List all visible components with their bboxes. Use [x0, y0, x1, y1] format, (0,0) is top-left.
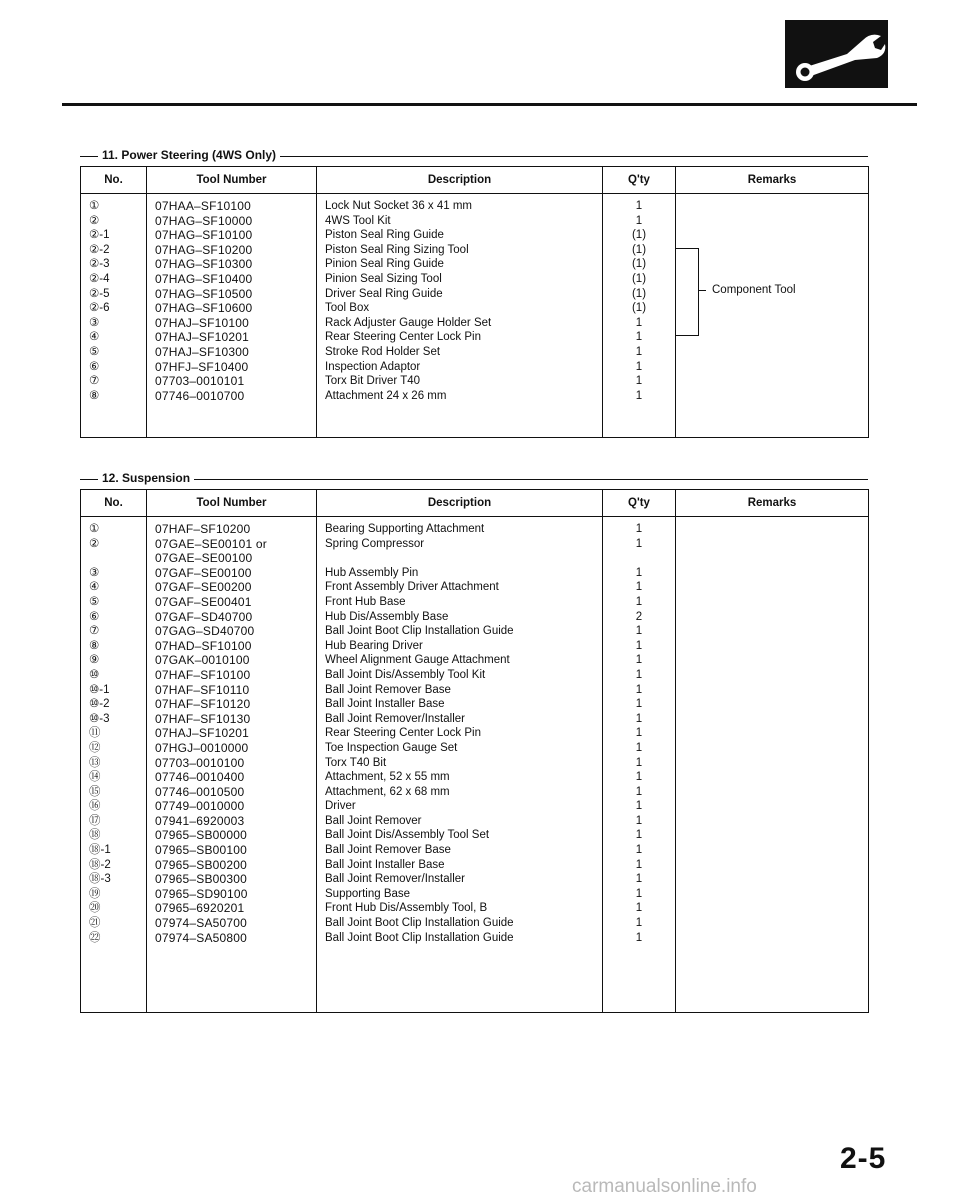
- table-cell-qty: (1): [631, 272, 647, 285]
- table-cell-no: ④: [89, 331, 100, 344]
- power-steering-tool-table: [80, 166, 869, 438]
- component-tool-remark: [676, 194, 868, 437]
- table-header-row: [81, 490, 869, 517]
- table-cell-no: ⑯: [89, 800, 101, 813]
- wrench-icon: [785, 20, 888, 88]
- header-no: No.: [81, 490, 147, 517]
- table-cell-qty: 1: [635, 829, 643, 842]
- table-cell-tool: 07HAJ–SF10201: [155, 726, 249, 741]
- table-cell-tool: 07HAG–SF10600: [155, 301, 253, 316]
- table-cell-qty: 1: [635, 523, 643, 535]
- remark-label: Component Tool: [712, 284, 796, 296]
- table-cell-tool: 07965–SD90100: [155, 886, 248, 901]
- table-cell-tool: 07965–SB00300: [155, 872, 248, 887]
- table-cell-qty: 1: [635, 200, 643, 212]
- section-title: 11. Power Steering (4WS Only): [98, 148, 280, 162]
- table-cell-tool: 07965–6920201: [155, 901, 245, 916]
- table-cell-tool: 07HAG–SF10500: [155, 286, 253, 301]
- table-cell-no: ①: [89, 523, 100, 535]
- table-cell-no: ⑤: [89, 345, 100, 358]
- table-cell-desc: [325, 551, 602, 566]
- table-cell-qty: 1: [635, 873, 643, 886]
- table-header-row: [81, 167, 869, 194]
- table-cell-no: ⑱: [89, 829, 101, 842]
- header-description: Description: [317, 167, 603, 194]
- table-cell-no: ⑭: [89, 771, 101, 784]
- table-cell-desc: Piston Seal Ring Guide: [325, 229, 444, 242]
- table-cell-desc: Lock Nut Socket 36 x 41 mm: [325, 200, 473, 212]
- table-cell-desc: Rear Steering Center Lock Pin: [325, 331, 481, 344]
- qty-column: [603, 194, 676, 438]
- table-cell-tool: 07HGJ–0010000: [155, 740, 249, 755]
- table-cell-qty: 1: [635, 639, 643, 652]
- table-cell-no: ②-5: [89, 287, 110, 300]
- table-cell-no: ②-4: [89, 272, 110, 285]
- table-cell-qty: 1: [635, 375, 643, 388]
- table-cell-qty: 1: [635, 214, 643, 227]
- header-qty: Q'ty: [603, 490, 676, 517]
- table-cell-tool: 07GAE–SE00100: [155, 551, 253, 566]
- table-cell-tool: 07965–SB00200: [155, 857, 248, 872]
- table-cell-qty: 1: [635, 581, 643, 594]
- table-cell-qty: 1: [635, 625, 643, 638]
- page-number: 2-5: [840, 1142, 887, 1175]
- table-cell-desc: Pinion Seal Ring Guide: [325, 258, 444, 271]
- table-cell-tool: 07974–SA50700: [155, 916, 248, 931]
- table-cell-tool: 07HAG–SF10000: [155, 213, 253, 228]
- table-cell-desc: Attachment 24 x 26 mm: [325, 389, 447, 402]
- description-column: [317, 194, 603, 438]
- table-cell-tool: 07GAG–SD40700: [155, 624, 255, 639]
- table-cell-qty: 1: [635, 668, 643, 681]
- table-cell-tool: 07GAF–SE00401: [155, 594, 252, 609]
- table-cell-desc: Attachment, 52 x 55 mm: [325, 771, 450, 784]
- section-title: 12. Suspension: [98, 471, 194, 485]
- table-cell-no: ②-3: [89, 258, 110, 271]
- table-cell-desc: Ball Joint Installer Base: [325, 698, 445, 711]
- table-cell-no: ㉒: [89, 931, 101, 944]
- table-cell-no: ②-1: [89, 229, 110, 242]
- table-cell-no: ⑰: [89, 814, 101, 827]
- table-cell-desc: Supporting Base: [325, 887, 411, 900]
- header-tool-number: Tool Number: [147, 167, 317, 194]
- remarks-column: [676, 194, 869, 438]
- table-cell-qty: 2: [635, 610, 643, 623]
- table-cell-no: ⑥: [89, 610, 100, 623]
- table-cell-no: ②-2: [89, 243, 110, 256]
- table-cell-desc: Ball Joint Remover Base: [325, 683, 451, 696]
- table-cell-qty: 1: [635, 858, 643, 871]
- table-cell-qty: 1: [635, 345, 643, 358]
- header-no: No.: [81, 167, 147, 194]
- table-cell-desc: Ball Joint Remover/Installer: [325, 712, 465, 725]
- table-cell-desc: Bearing Supporting Attachment: [325, 523, 485, 535]
- table-cell-desc: Hub Dis/Assembly Base: [325, 610, 449, 623]
- header-qty: Q'ty: [603, 167, 676, 194]
- table-cell-no: ⑤: [89, 595, 100, 608]
- table-cell-tool: 07746–0010400: [155, 770, 245, 785]
- table-cell-tool: 07HAF–SF10130: [155, 711, 251, 726]
- table-cell-no: ②-6: [89, 302, 110, 315]
- table-cell-tool: 07HAJ–SF10201: [155, 330, 249, 345]
- component-tool-bracket: [676, 248, 699, 336]
- table-cell-no: [89, 551, 146, 566]
- table-cell-desc: Driver Seal Ring Guide: [325, 287, 443, 300]
- table-cell-desc: Ball Joint Boot Clip Installation Guide: [325, 625, 514, 638]
- table-cell-desc: Attachment, 62 x 68 mm: [325, 785, 450, 798]
- header-description: Description: [317, 490, 603, 517]
- table-cell-no: ㉑: [89, 917, 101, 930]
- table-cell-no: ⑲: [89, 887, 101, 900]
- table-cell-qty: (1): [631, 302, 647, 315]
- table-cell-qty: (1): [631, 229, 647, 242]
- table-body: [81, 517, 869, 1013]
- table-cell-tool: 07703–0010101: [155, 374, 245, 389]
- table-cell-no: ⑪: [89, 727, 101, 740]
- table-cell-tool: 07HAG–SF10400: [155, 271, 253, 286]
- table-cell-tool: 07GAF–SE00200: [155, 580, 252, 595]
- table-cell-qty: 1: [635, 741, 643, 754]
- table-cell-qty: 1: [635, 756, 643, 769]
- table-cell-desc: Ball Joint Dis/Assembly Tool Set: [325, 829, 490, 842]
- section-title-rule: [80, 479, 868, 480]
- table-cell-tool: 07974–SA50800: [155, 930, 248, 945]
- table-cell-no: ⑦: [89, 625, 100, 638]
- table-cell-no: ⑩: [89, 668, 100, 681]
- table-cell-desc: Spring Compressor: [325, 537, 425, 550]
- table-cell-qty: 1: [635, 902, 643, 915]
- table-cell-qty: 1: [635, 316, 643, 329]
- table-cell-tool: 07HAG–SF10100: [155, 228, 253, 243]
- table-cell-no: ③: [89, 566, 100, 579]
- table-cell-tool: 07749–0010000: [155, 799, 245, 814]
- table-cell-no: ⑨: [89, 654, 100, 667]
- table-cell-qty: (1): [631, 243, 647, 256]
- table-cell-desc: Hub Assembly Pin: [325, 566, 419, 579]
- table-cell-tool: 07HAF–SF10200: [155, 522, 251, 536]
- table-cell-desc: Driver: [325, 800, 356, 813]
- table-cell-qty: 1: [635, 800, 643, 813]
- table-cell-qty: [603, 551, 675, 566]
- table-cell-desc: Front Hub Base: [325, 595, 406, 608]
- table-cell-tool: 07GAF–SE00100: [155, 565, 252, 580]
- table-cell-qty: 1: [635, 654, 643, 667]
- header-rule: [62, 103, 917, 106]
- table-cell-desc: Toe Inspection Gauge Set: [325, 741, 458, 754]
- table-cell-no: ⑥: [89, 360, 100, 373]
- table-cell-desc: Tool Box: [325, 302, 370, 315]
- table-cell-tool: 07746–0010500: [155, 784, 245, 799]
- table-cell-tool: 07965–SB00100: [155, 843, 248, 858]
- table-cell-tool: 07HAF–SF10100: [155, 667, 251, 682]
- header-tool-number: Tool Number: [147, 490, 317, 517]
- table-cell-no: ⑬: [89, 756, 101, 769]
- table-cell-desc: Ball Joint Boot Clip Installation Guide: [325, 931, 514, 944]
- remarks-column: [676, 517, 869, 1013]
- table-cell-qty: 1: [635, 844, 643, 857]
- table-cell-qty: 1: [635, 917, 643, 930]
- table-cell-no: ①: [89, 200, 100, 212]
- table-cell-no: ⑩-2: [89, 698, 110, 711]
- table-cell-qty: 1: [635, 698, 643, 711]
- table-cell-qty: 1: [635, 931, 643, 944]
- table-cell-qty: 1: [635, 785, 643, 798]
- table-cell-no: ⑧: [89, 639, 100, 652]
- table-cell-tool: 07HAD–SF10100: [155, 638, 252, 653]
- table-cell-desc: Ball Joint Remover Base: [325, 844, 451, 857]
- table-cell-no: ②: [89, 537, 100, 550]
- table-cell-desc: Stroke Rod Holder Set: [325, 345, 441, 358]
- table-cell-no: ⑱-2: [89, 858, 111, 871]
- table-cell-no: ⑩-3: [89, 712, 110, 725]
- table-cell-desc: Piston Seal Ring Sizing Tool: [325, 243, 469, 256]
- table-cell-no: ⑦: [89, 375, 100, 388]
- table-cell-no: ②: [89, 214, 100, 227]
- table-cell-no: ⑮: [89, 785, 101, 798]
- table-cell-qty: 1: [635, 566, 643, 579]
- table-cell-tool: 07GAF–SD40700: [155, 609, 253, 624]
- table-cell-qty: (1): [631, 258, 647, 271]
- table-cell-tool: 07GAK–0010100: [155, 653, 250, 668]
- suspension-tool-table: [80, 489, 869, 1013]
- header-remarks: Remarks: [676, 490, 869, 517]
- table-cell-no: ④: [89, 581, 100, 594]
- table-cell-qty: 1: [635, 771, 643, 784]
- table-cell-tool: 07965–SB00000: [155, 828, 248, 843]
- table-cell-desc: Rear Steering Center Lock Pin: [325, 727, 481, 740]
- description-column: [317, 517, 603, 1013]
- table-cell-qty: 1: [635, 712, 643, 725]
- table-cell-desc: Pinion Seal Sizing Tool: [325, 272, 442, 285]
- no-column: [81, 517, 147, 1013]
- table-cell-qty: 1: [635, 887, 643, 900]
- table-cell-desc: Ball Joint Remover: [325, 814, 422, 827]
- table-cell-tool: 07HAF–SF10120: [155, 697, 251, 712]
- table-cell-no: ⑱-3: [89, 873, 111, 886]
- table-cell-tool: 07HAG–SF10200: [155, 242, 253, 257]
- table-cell-desc: Inspection Adaptor: [325, 360, 421, 373]
- qty-column: [603, 517, 676, 1013]
- table-cell-qty: 1: [635, 331, 643, 344]
- table-cell-tool: 07703–0010100: [155, 755, 245, 770]
- table-cell-desc: Ball Joint Remover/Installer: [325, 873, 465, 886]
- header-remarks: Remarks: [676, 167, 869, 194]
- table-cell-no: ③: [89, 316, 100, 329]
- table-cell-qty: 1: [635, 727, 643, 740]
- table-cell-no: ⑩-1: [89, 683, 110, 696]
- table-cell-tool: 07HFJ–SF10400: [155, 359, 249, 374]
- tool-number-column: [147, 194, 317, 438]
- table-cell-qty: 1: [635, 389, 643, 402]
- table-cell-desc: Torx Bit Driver T40: [325, 375, 421, 388]
- table-cell-qty: (1): [631, 287, 647, 300]
- table-body: [81, 194, 869, 438]
- table-cell-qty: 1: [635, 814, 643, 827]
- table-cell-desc: Ball Joint Dis/Assembly Tool Kit: [325, 668, 486, 681]
- table-cell-tool: 07HAJ–SF10300: [155, 344, 249, 359]
- table-cell-desc: Ball Joint Boot Clip Installation Guide: [325, 917, 514, 930]
- table-cell-desc: Ball Joint Installer Base: [325, 858, 445, 871]
- table-cell-desc: Wheel Alignment Gauge Attachment: [325, 654, 510, 667]
- tool-number-column: [147, 517, 317, 1013]
- table-cell-qty: 1: [635, 537, 643, 550]
- table-cell-qty: 1: [635, 683, 643, 696]
- table-cell-tool: 07HAG–SF10300: [155, 257, 253, 272]
- table-cell-no: ⑫: [89, 741, 101, 754]
- table-cell-desc: Front Assembly Driver Attachment: [325, 581, 499, 594]
- no-column: [81, 194, 147, 438]
- bracket-tick: [698, 290, 706, 291]
- table-cell-desc: Hub Bearing Driver: [325, 639, 423, 652]
- table-cell-tool: 07HAF–SF10110: [155, 682, 250, 697]
- table-cell-desc: Rack Adjuster Gauge Holder Set: [325, 316, 492, 329]
- table-cell-qty: 1: [635, 595, 643, 608]
- table-cell-tool: 07HAA–SF10100: [155, 199, 251, 213]
- table-cell-tool: 07HAJ–SF10100: [155, 315, 249, 330]
- watermark: carmanualsonline.info: [572, 1176, 757, 1197]
- table-cell-qty: 1: [635, 360, 643, 373]
- table-cell-no: ⑧: [89, 389, 100, 402]
- table-cell-tool: 07941–6920003: [155, 813, 245, 828]
- table-cell-no: ⑱-1: [89, 844, 111, 857]
- table-cell-desc: 4WS Tool Kit: [325, 214, 391, 227]
- table-cell-desc: Front Hub Dis/Assembly Tool, B: [325, 902, 488, 915]
- table-cell-desc: Torx T40 Bit: [325, 756, 387, 769]
- table-cell-tool: 07746–0010700: [155, 388, 245, 403]
- table-cell-no: ⑳: [89, 902, 101, 915]
- table-cell-tool: 07GAE–SE00101 or: [155, 536, 267, 551]
